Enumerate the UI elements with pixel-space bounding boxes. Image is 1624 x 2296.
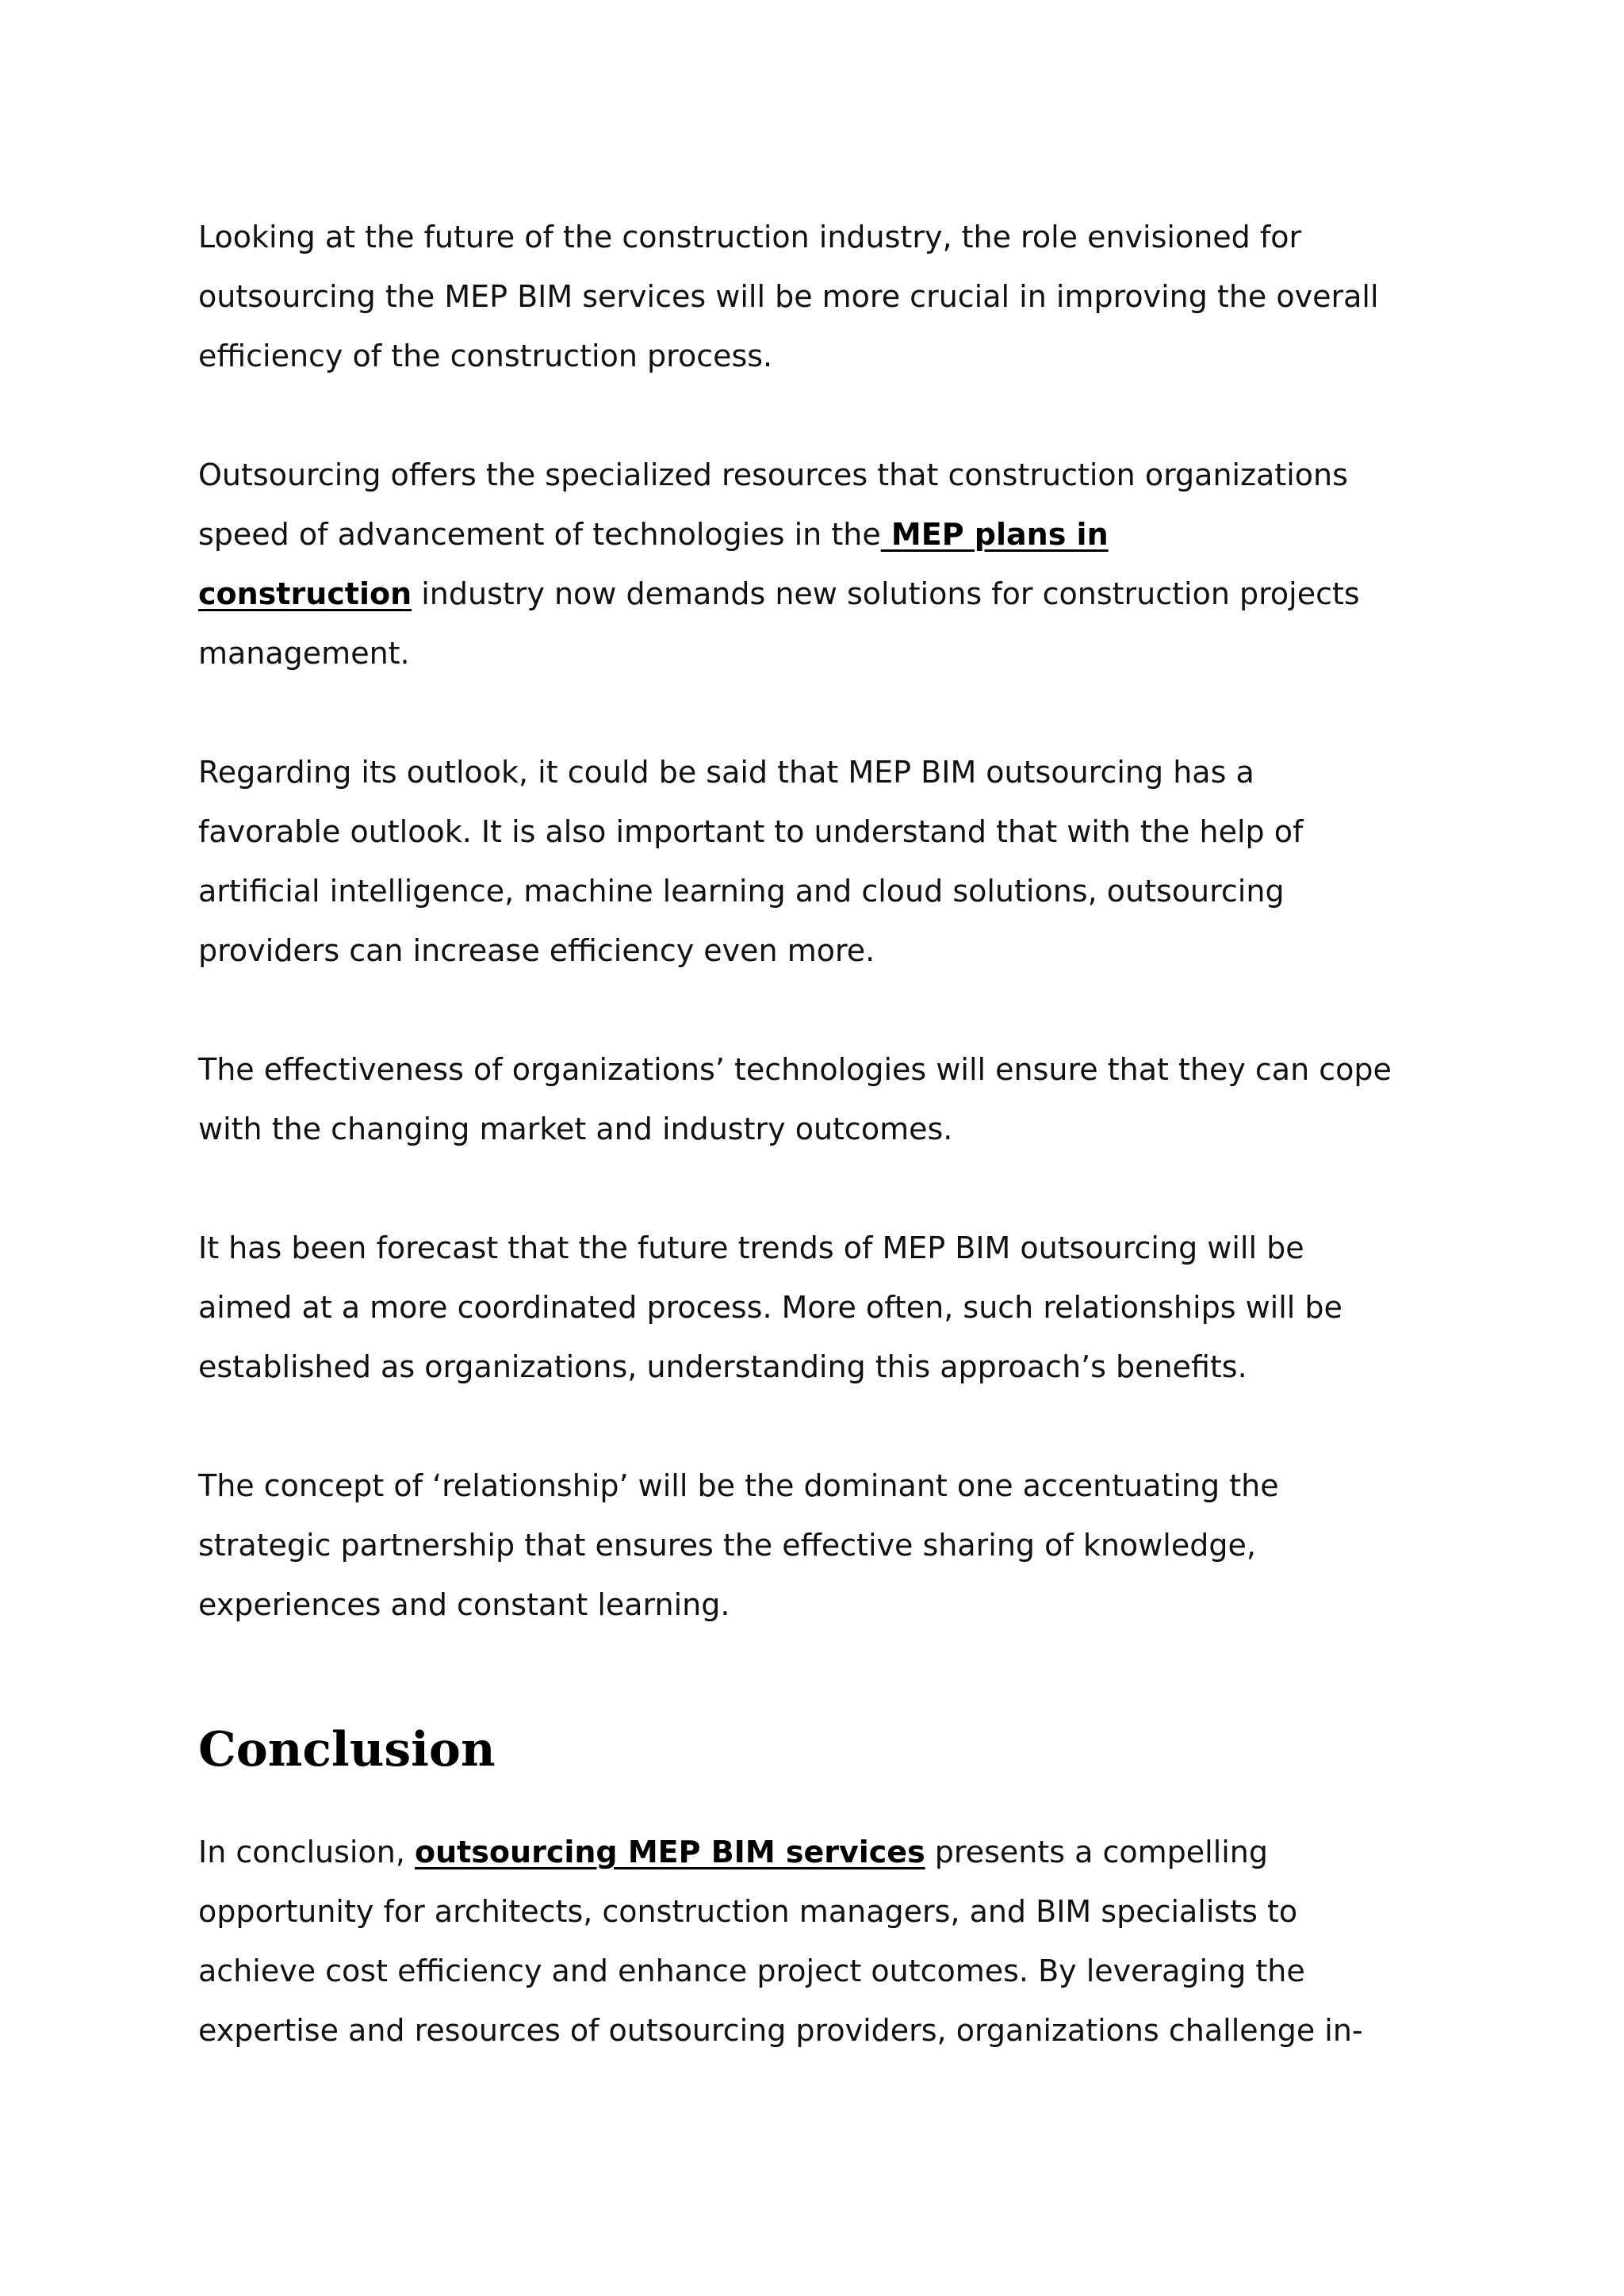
body-text bbox=[198, 208, 1467, 1694]
paragraph-forecast bbox=[198, 1219, 1467, 1397]
text-line: The concept of ‘relationship’ will be the dominant one accentuating the bbox=[198, 1468, 1279, 1503]
text-line: providers can increase efficiency even more. bbox=[198, 933, 875, 968]
text-line: industry now demands new solutions for construction projects bbox=[412, 576, 1360, 611]
text-line: efficiency of the construction process. bbox=[198, 339, 773, 373]
mep-plans-link-part2[interactable]: construction bbox=[198, 576, 412, 611]
text-line: management. bbox=[198, 636, 410, 671]
text-line: experiences and constant learning. bbox=[198, 1587, 730, 1622]
text-line: artificial intelligence, machine learning and cloud solutions, outsourcing bbox=[198, 874, 1285, 909]
paragraph-conclusion bbox=[198, 1823, 1467, 2061]
text-line: outsourcing the MEP BIM services will be more crucial in improving the overall bbox=[198, 279, 1379, 314]
text-line: opportunity for architects, construction managers, and BIM specialists to bbox=[198, 1894, 1298, 1929]
text-line: strategic partnership that ensures the effective sharing of knowledge, bbox=[198, 1528, 1256, 1563]
text-line: speed of advancement of technologies in the bbox=[198, 517, 881, 552]
paragraph-outsourcing-offers bbox=[198, 446, 1467, 683]
paragraph-relationship bbox=[198, 1456, 1467, 1635]
text-line: Looking at the future of the construction industry, the role envisioned for bbox=[198, 220, 1302, 254]
text-line: favorable outlook. It is also important to understand that with the help of bbox=[198, 814, 1304, 849]
text-line: Regarding its outlook, it could be said that MEP BIM outsourcing has a bbox=[198, 755, 1254, 790]
text-line: The effectiveness of organizations’ technologies will ensure that they can cope bbox=[198, 1052, 1392, 1087]
mep-plans-link-part1[interactable]: MEP plans in bbox=[880, 517, 1109, 552]
text-line: aimed at a more coordinated process. More often, such relationships will be bbox=[198, 1290, 1342, 1325]
text-line: presents a compelling bbox=[925, 1835, 1269, 1869]
text-line: with the changing market and industry outcomes. bbox=[198, 1112, 953, 1146]
text-line: Outsourcing offers the specialized resources that construction organizations bbox=[198, 457, 1348, 492]
paragraph-effectiveness bbox=[198, 1040, 1467, 1159]
text-line: achieve cost efficiency and enhance project outcomes. By leveraging the bbox=[198, 1954, 1305, 1988]
text-line: established as organizations, understanding this approach’s benefits. bbox=[198, 1349, 1247, 1384]
paragraph-future-role bbox=[198, 208, 1467, 386]
text-line: It has been forecast that the future trends of MEP BIM outsourcing will be bbox=[198, 1230, 1304, 1265]
conclusion-heading: Conclusion bbox=[198, 1722, 496, 1777]
text-line: expertise and resources of outsourcing providers, organizations challenge in- bbox=[198, 2013, 1363, 2048]
paragraph-outlook bbox=[198, 743, 1467, 981]
outsourcing-mep-bim-services-link[interactable]: outsourcing MEP BIM services bbox=[414, 1835, 925, 1869]
text-line: In conclusion, bbox=[198, 1835, 415, 1869]
